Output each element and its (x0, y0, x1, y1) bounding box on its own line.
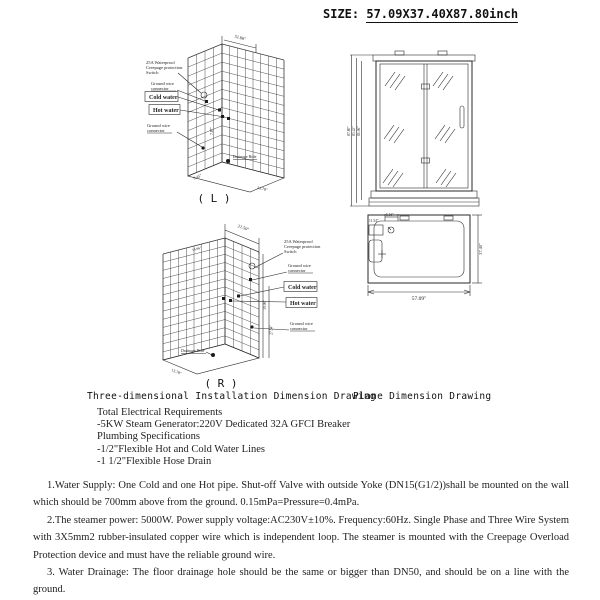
plan-bracket-left (400, 216, 409, 220)
note-water-drainage: 3. Water Drainage: The floor drainage hole should be the same or bigger than DN50, and should be on a line with the ground. (33, 567, 569, 596)
drain-label: Drainage Hole (233, 154, 257, 159)
door-hinge-bottom (422, 158, 430, 163)
dim-floor-left-r: 13.78" (170, 367, 183, 376)
svg-text:Creepage protection: Creepage protection (146, 65, 183, 70)
dim-top-r: 21.50" (237, 223, 250, 232)
svg-text:connector: connector (151, 86, 169, 91)
dim-height-1: 87.80" (347, 126, 351, 136)
svg-text:connector: connector (288, 268, 306, 273)
hot-water-label-r: Hot water (290, 301, 316, 307)
ground-wire-label-r2: Ground wire (290, 321, 313, 326)
plan-view-drawing (368, 213, 483, 302)
spec-line: -1/2"Flexible Hot and Cold Water Lines (97, 443, 266, 455)
ground-wire-label: Ground wire (151, 81, 174, 86)
caption-R: ( R ) (204, 377, 238, 390)
dim-floor-left-l: 9.45" (192, 172, 203, 181)
size-value: 57.09X37.40X87.80inch (366, 7, 519, 21)
right-wall-grid-r (225, 238, 259, 358)
size-label: SIZE: (323, 7, 360, 21)
drain-label-r: Drainage Hole (181, 348, 205, 353)
door-top-rail (373, 55, 475, 61)
cold-water-label: Cold water (149, 95, 178, 101)
caption-three-dimensional: Three-dimensional Installation Dimension Drawing (87, 391, 376, 402)
left-wall-grid-r (163, 238, 225, 360)
cold-water-label-r: Cold water (288, 285, 317, 291)
shower-floor-outline (188, 162, 284, 192)
plan-seat (369, 240, 382, 262)
svg-text:Switch: Switch (284, 249, 297, 254)
plan-bracket-right (444, 216, 453, 220)
spec-line: Plumbing Specifications (97, 431, 200, 443)
requirements-block (97, 407, 437, 468)
svg-text:Creepage protection: Creepage protection (284, 244, 321, 249)
switch-label: 25A Waterproof (146, 60, 175, 65)
dim-side1-r: 39.06" (263, 300, 267, 310)
drawing-captions (0, 391, 600, 405)
door-handle (460, 106, 464, 128)
front-elevation-drawing (347, 51, 479, 206)
hot-water-label: Hot water (153, 108, 179, 114)
spec-line: -5KW Steam Generator:220V Dedicated 32A GFCI Breaker (97, 419, 351, 431)
dim-plan-width: 57.09" (411, 296, 427, 302)
dim-plan-a: 11.54" (369, 219, 379, 223)
top-bracket-right (438, 51, 447, 55)
dim-plan-depth: 37.40" (478, 243, 483, 255)
note-steamer-power: 2.The steamer power: 5000W. Power supply voltage:AC230V±10%. Frequency:60Hz. Single Phase and Three Wire System with 3X5mm2 rubber-insulated copper wire which is independent loop. The steamer is mounted with the Creepage Overload Protection device and must have the reliable ground wire. (33, 514, 569, 561)
door-bottom-rail (371, 191, 477, 198)
dim-side2-r: 27.54" (269, 325, 274, 335)
spec-line: Total Electrical Requirements (97, 407, 223, 418)
svg-text:connector: connector (290, 326, 308, 331)
switch-label-r: 25A Waterproof (284, 239, 313, 244)
dim-wall-l: 7.87" (210, 127, 214, 135)
dim-top2-r: 14.96" (191, 245, 202, 253)
left-3d-drawing (145, 34, 284, 205)
svg-text:connector: connector (147, 128, 165, 133)
ground-wire-label-r: Ground wire (288, 263, 311, 268)
caption-plane: Plane Dimension Drawing (353, 391, 492, 402)
installation-notes (33, 477, 569, 599)
dim-floor-right-l: 23.78" (256, 184, 269, 193)
steam-generator-box (369, 225, 383, 235)
dim-top-l: 51.66" (234, 33, 247, 42)
caption-L: ( L ) (197, 192, 231, 205)
door-hinge-top (422, 84, 430, 89)
dim-plan-b: 5.16" (386, 213, 394, 217)
ground-connector-marker (205, 100, 208, 103)
plan-tray (374, 221, 464, 277)
right-3d-drawing (163, 223, 321, 390)
dim-height-3: 81.06" (357, 126, 361, 136)
dim-height-2: 83.43" (352, 126, 356, 136)
spec-line: -1 1/2"Flexible Hose Drain (97, 455, 212, 467)
left-wall-grid (188, 44, 222, 176)
ground-wire-label-2: Ground wire (147, 123, 170, 128)
note-water-supply: 1.Water Supply: One Cold and one Hot pipe. Shut-off Valve with outside Yoke (DN15(G1/2))shall be mounted on the wall which should be 700mm above from the ground. 0.15mPa=Pressure=0.4mPa. (33, 480, 569, 509)
top-bracket-left (395, 51, 404, 55)
drain-hole-dot (226, 159, 230, 163)
creepage-switch-symbol (201, 92, 207, 98)
svg-text:Switch: Switch (146, 70, 159, 75)
